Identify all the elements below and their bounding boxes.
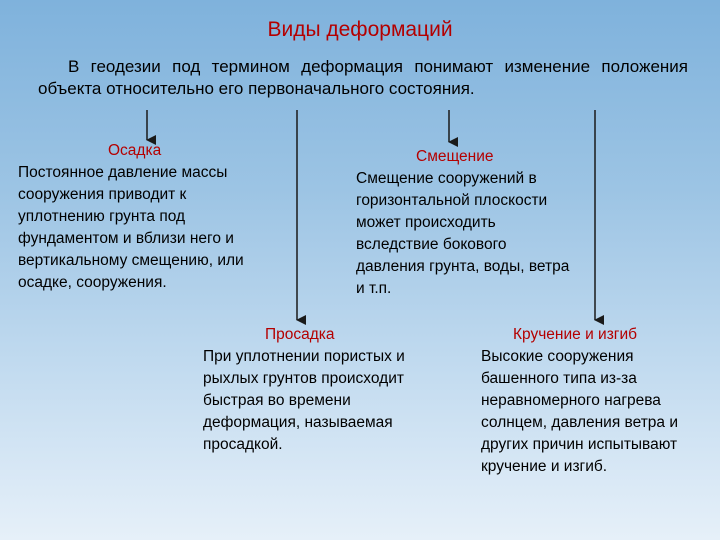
osadka-title: Осадка xyxy=(108,142,162,159)
prosadka-text: При уплотнении пористых и рыхлых грунтов происходит быстрая во времени деформация, называемая просадкой. xyxy=(203,348,405,453)
block-osadka xyxy=(18,140,258,294)
slide-title: Виды деформаций xyxy=(267,18,453,41)
prosadka-title: Просадка xyxy=(265,326,335,343)
smeschenie-title: Смещение xyxy=(416,148,494,165)
block-prosadka xyxy=(203,324,408,456)
block-smeschenie xyxy=(356,146,571,300)
intro-paragraph: В геодезии под термином деформация понимают изменение положения объекта относительно его первоначального состояния. xyxy=(38,57,688,98)
kruchenie-title: Кручение и изгиб xyxy=(513,326,637,343)
kruchenie-text: Высокие сооружения башенного типа из-за неравномерного нагрева солнцем, давления ветра и других причин испытывают кручение и изгиб. xyxy=(481,348,678,475)
smeschenie-text: Смещение сооружений в горизонтальной плоскости может происходить вследствие бокового давления грунта, воды, ветра и т.п. xyxy=(356,170,570,297)
osadka-text: Постоянное давление массы сооружения приводит к уплотнению грунта под фундаментом и вблизи него и вертикальному смещению, или осадке, сооружения. xyxy=(18,164,244,291)
block-kruchenie xyxy=(481,324,696,478)
